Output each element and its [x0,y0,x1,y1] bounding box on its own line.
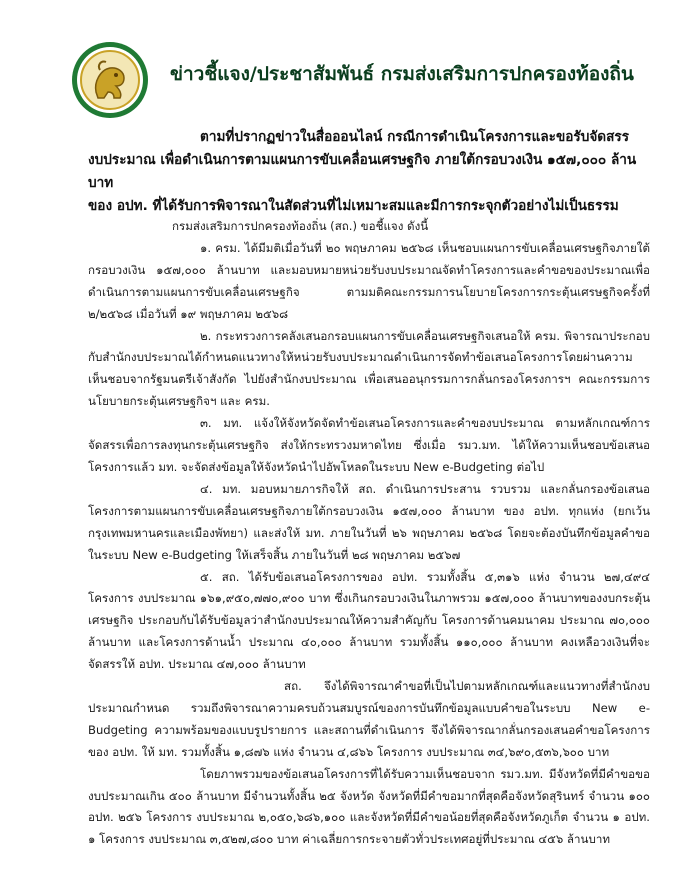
paragraph-4: ๔. มท. มอบหมายภารกิจให้ สถ. ดำเนินการประสาน รวบรวม และกลั่นกรองข้อเสนอโครงการตามแผนการขับเคลื่อนเศรษฐกิจภายใต้กรอบวงเงิน ๑๕๗,๐๐๐ ล้านบาท ของ อปท. ทุกแห่ง (ยกเว้นกรุงเทพมหานครและเมืองพัทยา) และส่งให้ มท. ภายในวันที่ ๒๖ พฤษภาคม ๒๕๖๘ โดยจะต้องบันทึกข้อมูลคำขอในระบบ New e-Budgeting ให้เสร็จสิ้น ภายในวันที่ ๒๘ พฤษภาคม ๒๕๖๗ [88,481,650,562]
paragraph-2: ๒. กระทรวงการคลังเสนอกรอบแผนการขับเคลื่อนเศรษฐกิจเสนอให้ ครม. พิจารณาประกอบกับสำนักงบประมาณได้กำหนดแนวทางให้หน่วยรับงบประมาณดำเนินการจัดทำข้อเสนอโครงการโดยผ่านความเห็นชอบจากรัฐมนตรีเจ้าสังกัด ไปยังสำนักงบประมาณ เพื่อเสนออนุกรรมการกลั่นกรองโครงการฯ คณะกรรมการนโยบายกระตุ้นเศรษฐกิจฯ และ ครม. [88,328,650,409]
paragraph-3: ๓. มท. แจ้งให้จังหวัดจัดทำข้อเสนอโครงการและคำของบประมาณ ตามหลักเกณฑ์การจัดสรรเพื่อการลงทุนกระตุ้นเศรษฐกิจ ส่งให้กระทรวงมหาดไทย ซึ่งเมื่อ รมว.มท. ได้ให้ความเห็นชอบข้อเสนอโครงการแล้ว มท. จะจัดส่งข้อมูลให้จังหวัดนำไปอัพโหลดในระบบ New e-Budgeting ต่อไป [88,416,650,474]
subject-line-2: งบประมาณ เพื่อดำเนินการตามแผนการขับเคลื่อนเศรษฐกิจ ภายใต้กรอบวงเงิน ๑๕๗,๐๐๐ ล้านบาท [88,152,637,191]
subject-heading [88,126,648,218]
paragraph-1: ๑. ครม. ได้มีมติเมื่อวันที่ ๒๐ พฤษภาคม ๒๕๖๘ เห็นชอบแผนการขับเคลื่อนเศรษฐกิจภายใต้กรอบวงเงิน ๑๕๗,๐๐๐ ล้านบาท และมอบหมายหน่วยรับงบประมาณจัดทำโครงการและคำขอของประมาณเพื่อดำเนินการตามแผนการขับเคลื่อนเศรษฐกิจ ตามมติคณะกรรมการนโยบายโครงการกระตุ้นเศรษฐกิจครั้งที่ ๒/๒๕๖๘ เมื่อวันที่ ๑๙ พฤษภาคม ๒๕๖๘ [88,240,650,321]
intro-paragraph: กรมส่งเสริมการปกครองท้องถิ่น (สถ.) ขอชี้แจง ดังนี้ [172,219,429,233]
paragraph-6: สถ. จึงได้พิจารณาคำขอที่เป็นไปตามหลักเกณฑ์และแนวทางที่สำนักงบประมาณกำหนด รวมถึงพิจารณาความครบถ้วนสมบูรณ์ของการบันทึกข้อมูลแบบคำขอในระบบ New e-Budgeting ความพร้อมของแบบรูปรายการ และสถานที่ดำเนินการ จึงได้พิจารณากลั่นกรองเสนอคำขอโครงการของ อปท. ให้ มท. รวมทั้งสิ้น ๑,๘๗๖ แห่ง จำนวน ๔,๘๖๖ โครงการ งบประมาณ ๓๔,๖๙๐,๕๓๖,๖๐๐ บาท [88,679,650,759]
paragraph-5: ๕. สถ. ได้รับข้อเสนอโครงการของ อปท. รวมทั้งสิ้น ๕,๓๑๖ แห่ง จำนวน ๒๗,๔๙๔ โครงการ งบประมาณ ๑๖๑,๙๕๐,๗๗๐,๙๐๐ บาท ซึ่งเกินกรอบวงเงินในภาพรวม ๑๕๗,๐๐๐ ล้านบาทของงบกระตุ้นเศรษฐกิจ ประกอบกับได้รับข้อมูลว่าสำนักงบประมาณให้ความสำคัญกับ โครงการด้านคมนาคม ประมาณ ๗๐,๐๐๐ ล้านบาท และโครงการด้านน้ำ ประมาณ ๔๐,๐๐๐ ล้านบาท รวมทั้งสิ้น ๑๑๐,๐๐๐ ล้านบาท คงเหลือวงเงินที่จะจัดสรรให้ อปท. ประมาณ ๔๗,๐๐๐ ล้านบาท [88,569,650,672]
dla-emblem-logo [70,40,150,120]
page-title: ข่าวชี้แจง/ประชาสัมพันธ์ กรมส่งเสริมการปกครองท้องถิ่น [170,63,634,85]
subject-line-1: ตามที่ปรากฏข่าวในสื่อออนไลน์ กรณีการดำเนินโครงการและขอรับจัดสรร [200,129,630,145]
paragraph-7: โดยภาพรวมของข้อเสนอโครงการที่ได้รับความเห็นชอบจาก รมว.มท. มีจังหวัดที่มีคำขอของบประมาณเกิน ๕๐๐ ล้านบาท มีจำนวนทั้งสิ้น ๒๕ จังหวัด จังหวัดที่มีคำขอมากที่สุดคือจังหวัดสุรินทร์ จำนวน ๑๐๐ อปท. ๒๕๖ โครงการ งบประมาณ ๒,๐๕๐,๖๘๖,๑๐๐ และจังหวัดที่มีคำขอน้อยที่สุดคือจังหวัดภูเก็ต จำนวน ๑ อปท. ๑ โครงการ งบประมาณ ๓,๕๒๗,๘๐๐ บาท ค่าเฉลี่ยการกระจายตัวทั่วประเทศอยู่ที่ประมาณ ๔๕๖ ล้านบาท [88,766,650,847]
document-body [88,216,650,851]
subject-line-3: ของ อปท. ที่ได้รับการพิจารณาในสัดส่วนที่ไม่เหมาะสมและมีการกระจุกตัวอย่างไม่เป็นธรรม [88,198,619,214]
